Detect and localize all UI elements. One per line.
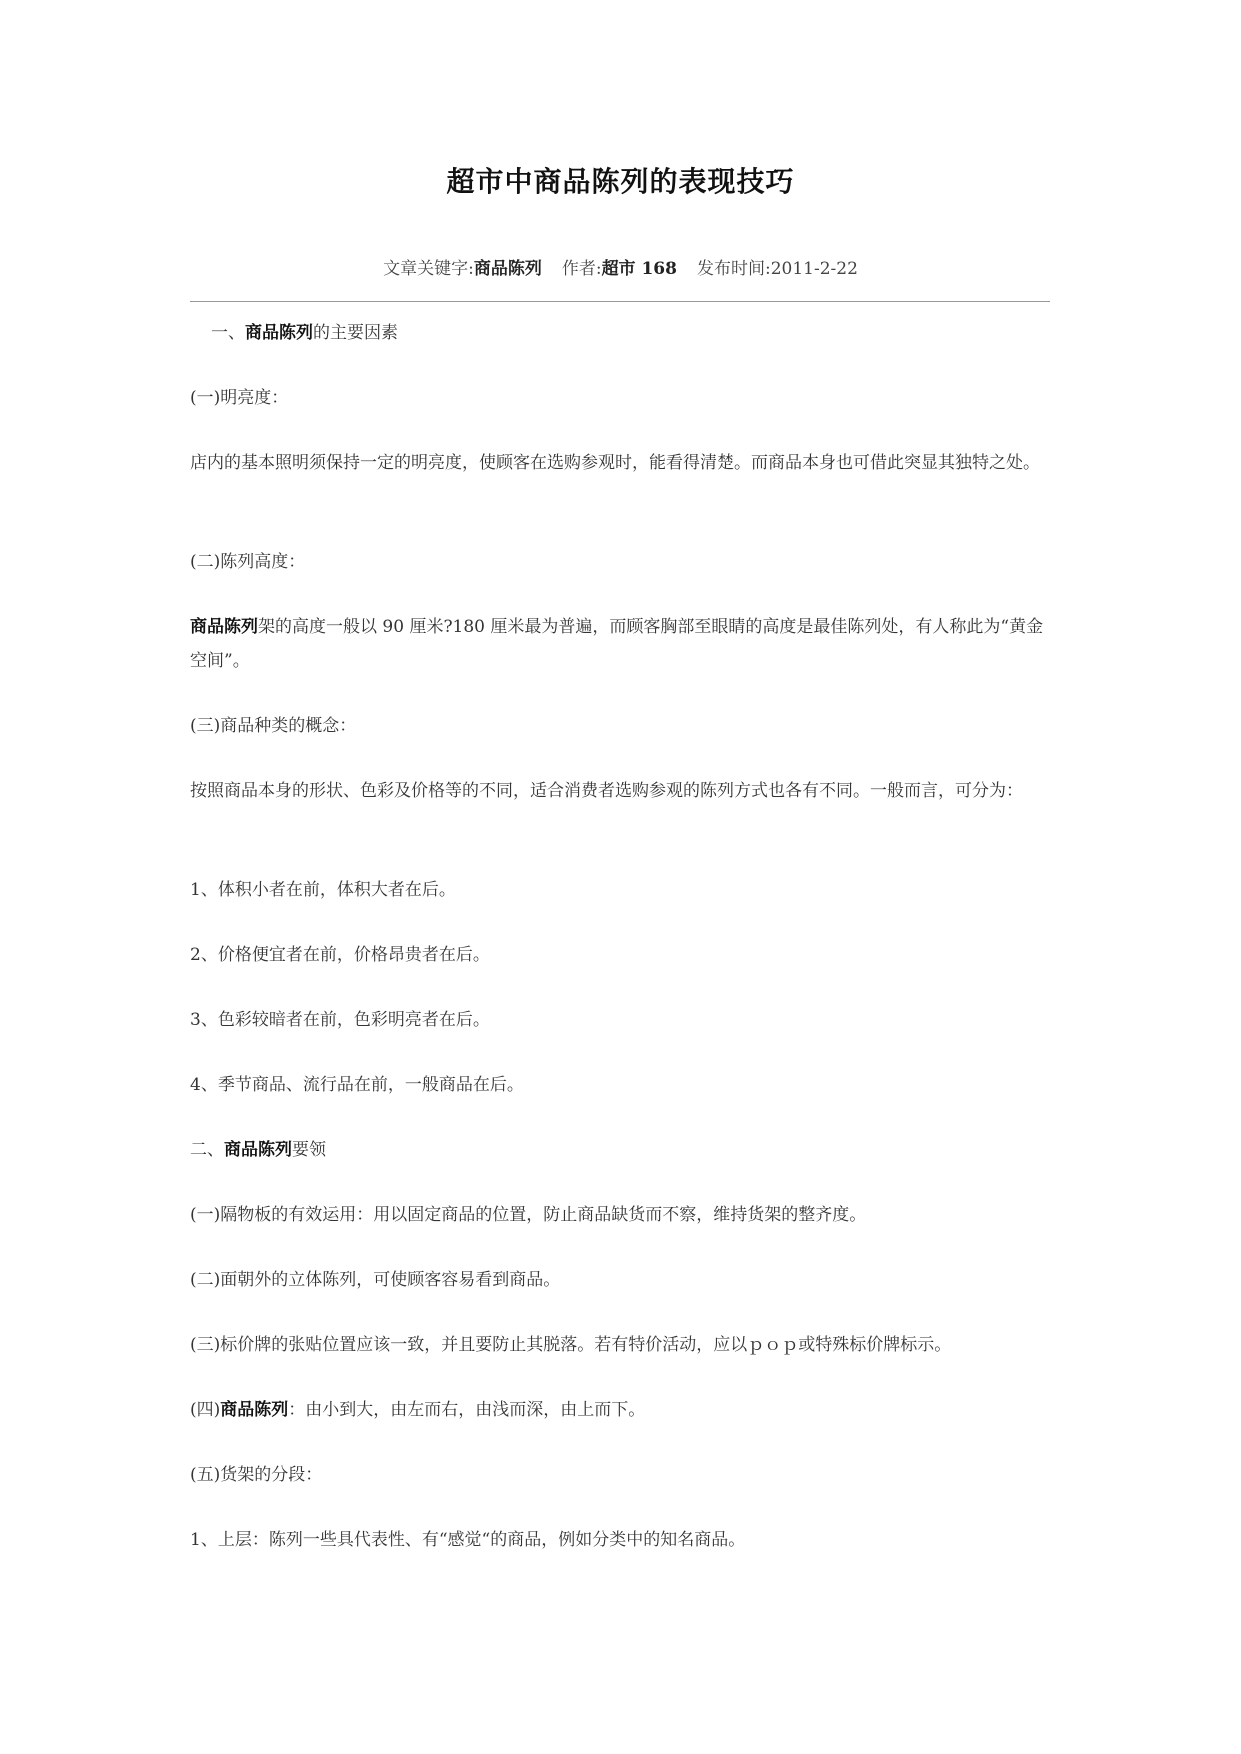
- author-value: 超市 168: [601, 259, 677, 279]
- section-heading-2-rest: 要领: [292, 1140, 326, 1160]
- paragraph-display-order-keyword: 商品陈列: [220, 1400, 289, 1420]
- paragraph-price-tag: (三)标价牌的张贴位置应该一致，并且要防止其脱落。若有特价活动，应以ｐｏｐ或特殊标价牌标示。: [190, 1335, 952, 1355]
- subheading-shelf-sections: (五)货架的分段：: [190, 1465, 323, 1485]
- paragraph-display-height-text: 架的高度一般以 90 厘米?180 厘米最为普遍，而顾客胸部至眼睛的高度是最佳陈列处，有人称此为“黄金空间”。: [190, 617, 1044, 671]
- list-item: 2、价格便宜者在前，价格昂贵者在后。: [190, 945, 490, 965]
- paragraph-display-order-prefix: (四): [190, 1400, 221, 1420]
- paragraph-display-order: [190, 1393, 1050, 1427]
- paragraph-display-height: [190, 610, 1050, 678]
- paragraph-display-order-text: ：由小到大，由左而右，由浅而深，由上而下。: [288, 1400, 646, 1420]
- section-heading-2-prefix: 二、: [190, 1140, 224, 1160]
- section-heading-1-rest: 的主要因素: [313, 323, 398, 343]
- list-item: 1、体积小者在前，体积大者在后。: [190, 880, 456, 900]
- date-label: 发布时间:: [696, 259, 771, 279]
- subheading-brightness: (一)明亮度：: [190, 388, 289, 408]
- section-heading-2: [190, 1133, 1050, 1167]
- article-meta: [0, 254, 1241, 279]
- list-item: 3、色彩较暗者在前，色彩明亮者在后。: [190, 1010, 490, 1030]
- keyword-label: 文章关键字:: [383, 259, 474, 279]
- date-value: 2011-2-22: [770, 259, 858, 279]
- section-heading-1: [190, 316, 1050, 350]
- paragraph-shelf-divider: (一)隔物板的有效运用：用以固定商品的位置，防止商品缺货而不察，维持货架的整齐度。: [190, 1205, 867, 1225]
- divider: [190, 301, 1050, 302]
- subheading-product-types: (三)商品种类的概念：: [190, 716, 357, 736]
- section-heading-2-keyword: 商品陈列: [224, 1140, 292, 1160]
- section-heading-1-prefix: 一、: [211, 323, 245, 343]
- keyword-value: 商品陈列: [473, 259, 542, 279]
- subheading-display-height: (二)陈列高度：: [190, 552, 306, 572]
- paragraph-product-types: 按照商品本身的形状、色彩及价格等的不同，适合消费者选购参观的陈列方式也各有不同。一般而言，可分为：: [190, 781, 1023, 801]
- section-heading-1-keyword: 商品陈列: [245, 323, 313, 343]
- paragraph-facing-out: (二)面朝外的立体陈列，可使顾客容易看到商品。: [190, 1270, 561, 1290]
- list-item: 4、季节商品、流行品在前，一般商品在后。: [190, 1075, 524, 1095]
- article-title: 超市中商品陈列的表现技巧: [446, 165, 795, 198]
- paragraph-display-height-keyword: 商品陈列: [190, 617, 258, 637]
- list-item: 1、上层：陈列一些具代表性、有“感觉“的商品，例如分类中的知名商品。: [190, 1530, 746, 1550]
- author-label: 作者:: [561, 259, 602, 279]
- paragraph-brightness: 店内的基本照明须保持一定的明亮度，使顾客在选购参观时，能看得清楚。而商品本身也可借此突显其独特之处。: [190, 453, 1040, 473]
